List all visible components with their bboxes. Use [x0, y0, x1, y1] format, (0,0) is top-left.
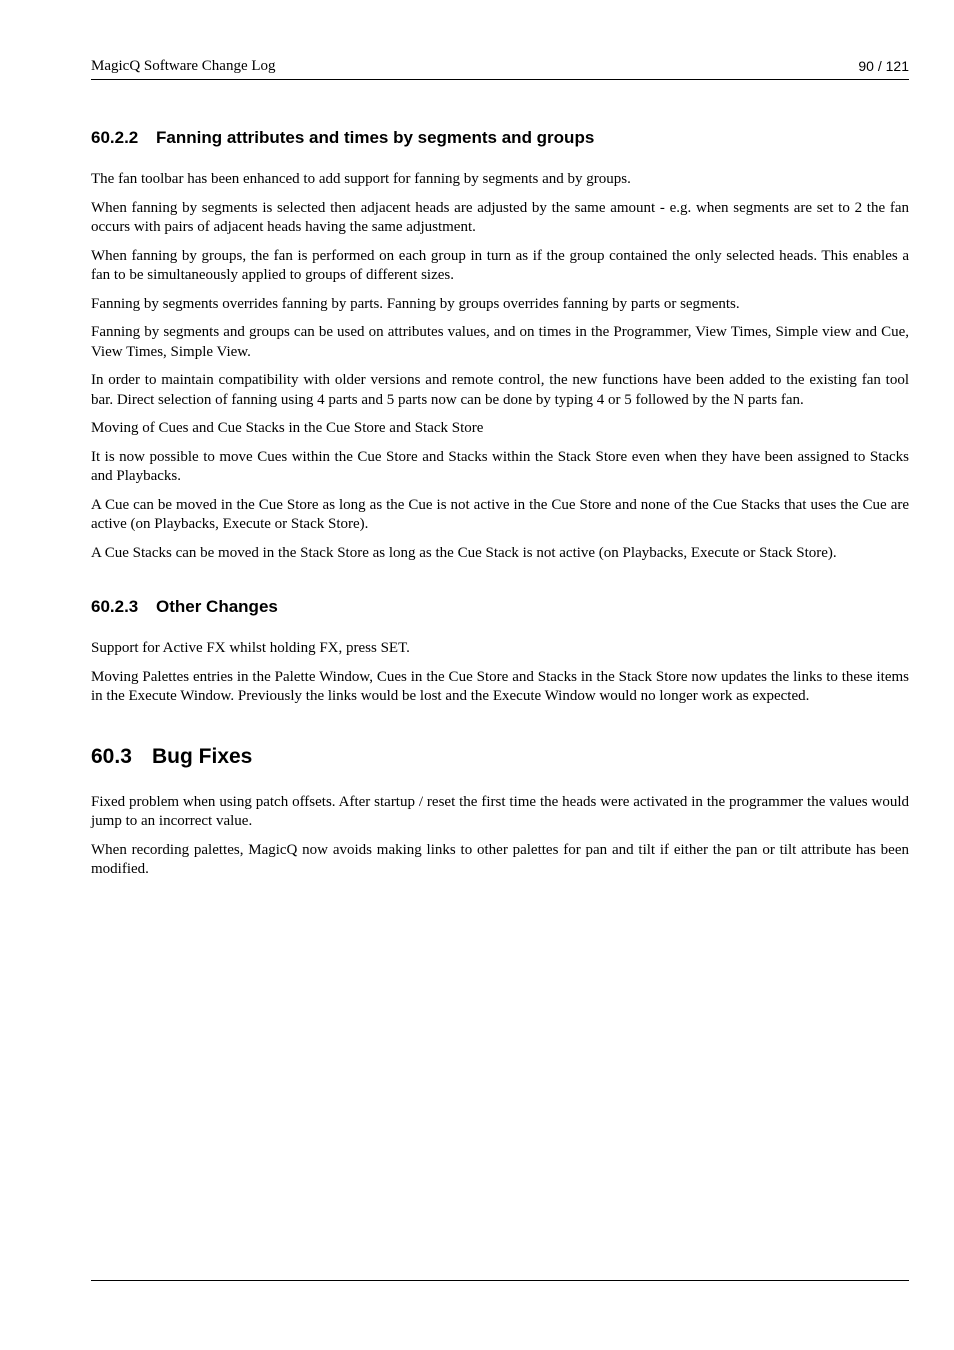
- paragraph: Fanning by segments and groups can be used on attributes values, and on times in the Programmer, View Times, Simple view and Cue, View Times, Simple View.: [91, 324, 909, 360]
- paragraph: A Cue can be moved in the Cue Store as long as the Cue is not active in the Cue Store and none of the Cue Stacks that uses the Cue are active (on Playbacks, Execute or Stack Store).: [91, 496, 909, 532]
- page-number: 90 / 121: [858, 58, 909, 74]
- section-title: Bug Fixes: [152, 744, 253, 768]
- section-heading: [91, 595, 909, 619]
- section-heading: [91, 743, 909, 771]
- paragraph: Support for Active FX whilst holding FX, press SET.: [91, 640, 410, 656]
- paragraph: Moving Palettes entries in the Palette Window, Cues in the Cue Store and Stacks in the Stack Store now updates the links to these items in the Execute Window. Previously the links would be lost and the Execute Window would no longer work as expected.: [91, 668, 909, 704]
- paragraph: Fixed problem when using patch offsets. After startup / reset the first time the heads were activated in the programmer the values would jump to an incorrect value.: [91, 793, 909, 829]
- paragraph: The fan toolbar has been enhanced to add support for fanning by segments and by groups.: [91, 171, 631, 187]
- paragraph: When fanning by groups, the fan is performed on each group in turn as if the group contained the only selected heads. This enables a fan to be simultaneously applied to groups of different sizes.: [91, 247, 909, 283]
- section-number: 60.2.2: [91, 128, 139, 147]
- paragraph: Moving of Cues and Cue Stacks in the Cue Store and Stack Store: [91, 420, 484, 436]
- paragraph: When recording palettes, MagicQ now avoids making links to other palettes for pan and tilt if either the pan or tilt attribute has been modified.: [91, 841, 909, 877]
- section-title: Fanning attributes and times by segments and groups: [156, 128, 595, 147]
- page-header: [91, 58, 909, 80]
- document-title: MagicQ Software Change Log: [91, 58, 276, 74]
- section-title: Other Changes: [156, 597, 278, 616]
- section-bug-fixes: [91, 743, 909, 880]
- paragraph: A Cue Stacks can be moved in the Stack Store as long as the Cue Stack is not active (on Playbacks, Execute or Stack Store).: [91, 544, 837, 561]
- paragraph: Fanning by segments overrides fanning by parts. Fanning by groups overrides fanning by parts or segments.: [91, 295, 740, 312]
- paragraph: In order to maintain compatibility with older versions and remote control, the new functions have been added to the existing fan tool bar. Direct selection of fanning using 4 parts and 5 parts now can be done by typing 4 or 5 followed by the N parts fan.: [91, 372, 909, 408]
- section-number: 60.3: [91, 744, 132, 768]
- page-footer-rule: [91, 1280, 909, 1281]
- section-heading: [91, 126, 909, 150]
- paragraph: It is now possible to move Cues within the Cue Store and Stacks within the Stack Store even when they have been assigned to Stacks and Playbacks.: [91, 448, 909, 484]
- section-fanning: [91, 126, 909, 563]
- section-number: 60.2.3: [91, 597, 139, 616]
- paragraph: When fanning by segments is selected then adjacent heads are adjusted by the same amount - e.g. when segments are set to 2 the fan occurs with pairs of adjacent heads having the same adjustment.: [91, 199, 909, 235]
- page-content: [91, 126, 909, 889]
- section-other-changes: [91, 595, 909, 707]
